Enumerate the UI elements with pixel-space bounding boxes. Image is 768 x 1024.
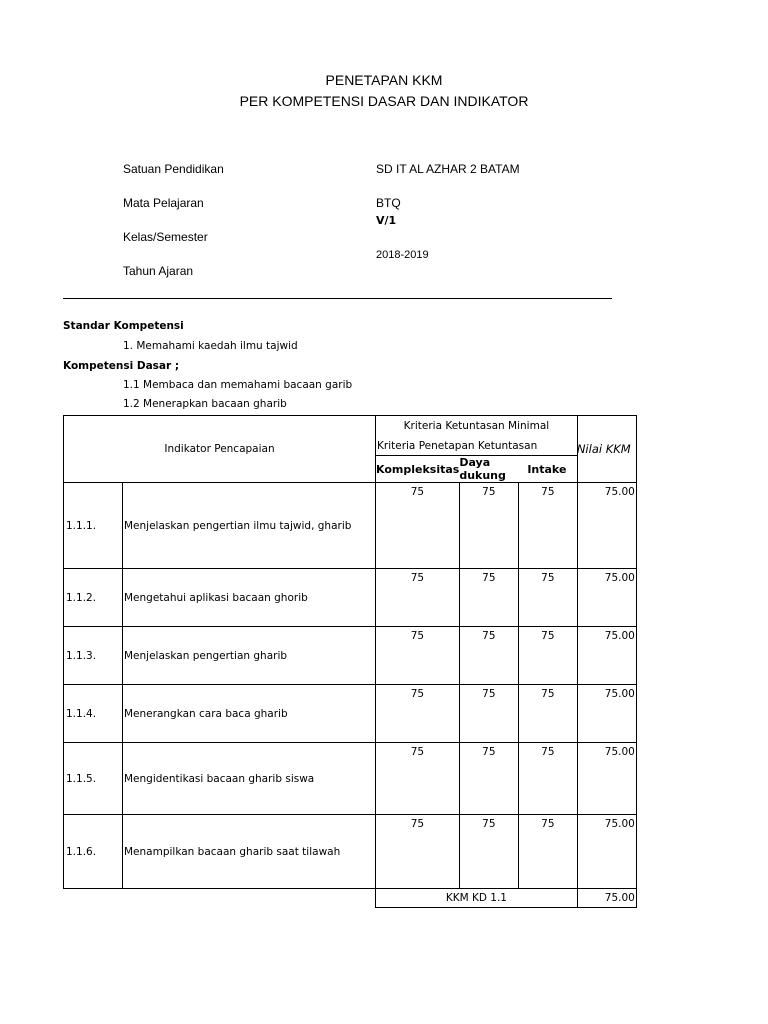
row-nilai: 75.00 bbox=[577, 685, 636, 743]
row-indikator: Mengetahui aplikasi bacaan ghorib bbox=[123, 569, 376, 627]
row-nilai: 75.00 bbox=[577, 815, 636, 889]
header-nilai-cell bbox=[577, 416, 636, 483]
table-row bbox=[64, 483, 637, 569]
row-intake: 75 bbox=[518, 743, 577, 815]
row-kompleksitas: 75 bbox=[376, 627, 460, 685]
row-indikator: Menampilkan bacaan gharib saat tilawah bbox=[123, 815, 376, 889]
row-code: 1.1.2. bbox=[64, 569, 123, 627]
row-daya-dukung: 75 bbox=[459, 483, 518, 569]
row-code: 1.1.6. bbox=[64, 815, 123, 889]
standar-item: 1. Memahami kaedah ilmu tajwid bbox=[123, 340, 298, 352]
row-daya-dukung: 75 bbox=[459, 685, 518, 743]
header-daya-dukung: Daya dukung bbox=[459, 456, 518, 483]
tahun-label: Tahun Ajaran bbox=[123, 264, 194, 278]
row-intake: 75 bbox=[518, 685, 577, 743]
divider bbox=[63, 298, 612, 299]
kkm-table bbox=[63, 415, 637, 908]
row-kompleksitas: 75 bbox=[376, 743, 460, 815]
kompetensi-item: 1.2 Menerapkan bacaan gharib bbox=[123, 398, 287, 410]
row-daya-dukung: 75 bbox=[459, 569, 518, 627]
page-title: PENETAPAN KKM bbox=[325, 72, 443, 88]
standar-label: Standar Kompetensi bbox=[63, 320, 184, 332]
page-subtitle: PER KOMPETENSI DASAR DAN INDIKATOR bbox=[239, 93, 529, 109]
table-row bbox=[64, 569, 637, 627]
mapel-value: BTQ bbox=[376, 196, 401, 210]
row-code: 1.1.5. bbox=[64, 743, 123, 815]
row-indikator: Menjelaskan pengertian ilmu tajwid, gharib bbox=[123, 483, 376, 569]
row-code: 1.1.1. bbox=[64, 483, 123, 569]
table-row bbox=[64, 685, 637, 743]
summary-value: 75.00 bbox=[577, 889, 636, 908]
row-indikator: Menjelaskan pengertian gharib bbox=[123, 627, 376, 685]
row-nilai: 75.00 bbox=[577, 627, 636, 685]
row-code: 1.1.4. bbox=[64, 685, 123, 743]
row-daya-dukung: 75 bbox=[459, 627, 518, 685]
summary-row bbox=[64, 889, 637, 908]
row-kompleksitas: 75 bbox=[376, 815, 460, 889]
row-code: 1.1.3. bbox=[64, 627, 123, 685]
row-kompleksitas: 75 bbox=[376, 483, 460, 569]
satuan-label: Satuan Pendidikan bbox=[123, 162, 224, 176]
row-intake: 75 bbox=[518, 815, 577, 889]
table-row bbox=[64, 627, 637, 685]
header-kompleksitas: Kompleksitas bbox=[376, 456, 460, 483]
row-daya-dukung: 75 bbox=[459, 815, 518, 889]
row-kompleksitas: 75 bbox=[376, 685, 460, 743]
summary-label: KKM KD 1.1 bbox=[376, 889, 578, 908]
header-nilai: Nilai KKM bbox=[577, 442, 631, 456]
row-nilai: 75.00 bbox=[577, 569, 636, 627]
table-row bbox=[64, 743, 637, 815]
satuan-value: SD IT AL AZHAR 2 BATAM bbox=[376, 162, 520, 176]
row-indikator: Menerangkan cara baca gharib bbox=[123, 685, 376, 743]
row-kompleksitas: 75 bbox=[376, 569, 460, 627]
row-intake: 75 bbox=[518, 569, 577, 627]
mapel-label: Mata Pelajaran bbox=[123, 196, 204, 210]
header-kriteria-penetapan: Kriteria Penetapan Ketuntasan bbox=[376, 437, 578, 456]
tahun-value: 2018-2019 bbox=[376, 249, 429, 261]
row-nilai: 75.00 bbox=[577, 743, 636, 815]
header-kriteria-minimal: Kriteria Ketuntasan Minimal bbox=[376, 416, 578, 437]
row-intake: 75 bbox=[518, 483, 577, 569]
kelas-value: V/1 bbox=[376, 214, 397, 227]
kompetensi-label: Kompetensi Dasar ; bbox=[63, 360, 180, 372]
row-intake: 75 bbox=[518, 627, 577, 685]
row-nilai: 75.00 bbox=[577, 483, 636, 569]
row-daya-dukung: 75 bbox=[459, 743, 518, 815]
kelas-label: Kelas/Semester bbox=[123, 230, 208, 244]
kompetensi-item: 1.1 Membaca dan memahami bacaan garib bbox=[123, 379, 353, 391]
header-indikator: Indikator Pencapaian bbox=[64, 416, 376, 483]
header-intake: Intake bbox=[518, 456, 577, 483]
row-indikator: Mengidentikasi bacaan gharib siswa bbox=[123, 743, 376, 815]
table-row bbox=[64, 815, 637, 889]
